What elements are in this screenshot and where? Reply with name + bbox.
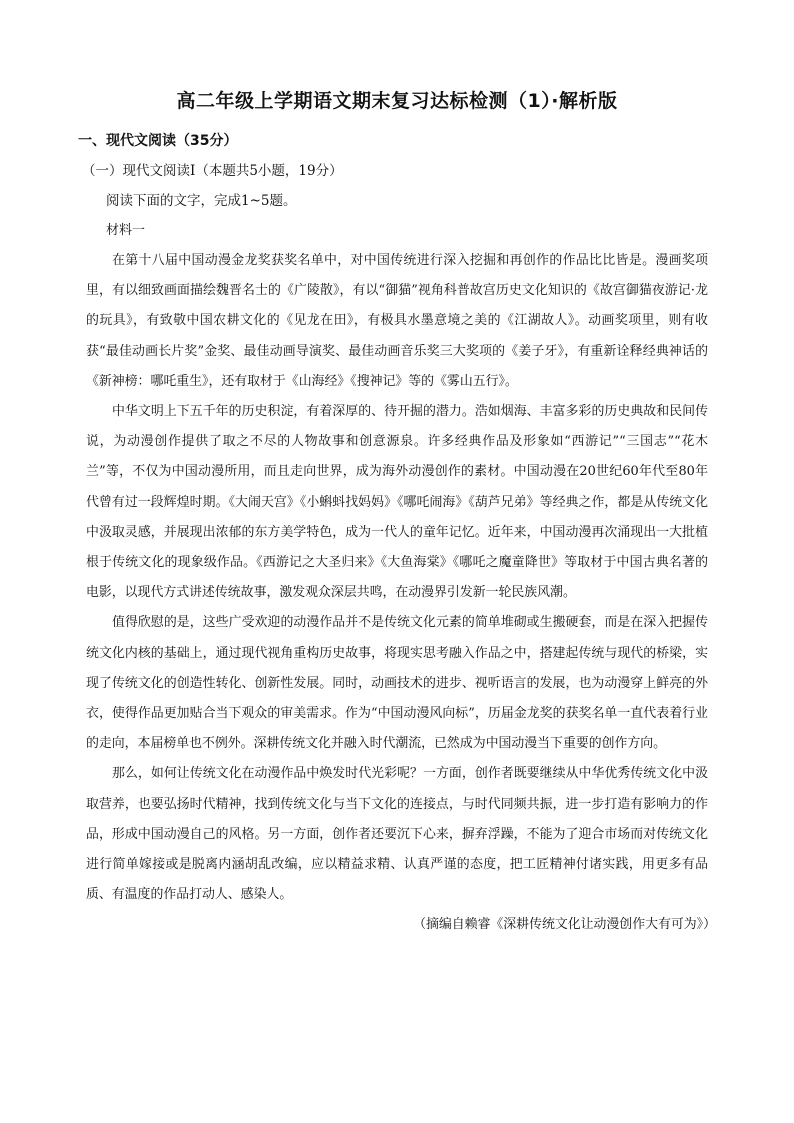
paragraph: 值得欣慰的是，这些广受欢迎的动漫作品并不是传统文化元素的简单堆砌或生搬硬套，而是在深入把握传统文化内核的基础上，通过现代视角重构历史故事，将现实思考融入作品之中，搭建起传统与现代的桥梁，实现了传统文化的创造性转化、创新性发展。同时，动画技术的进步、视听语言的发展，也为动漫穿上鲜亮的外衣，使得作品更加贴合当下观众的审美需求。作为“中国动漫风向标”，历届金龙奖的获奖名单一直代表着行业的走向，本届榜单也不例外。深耕传统文化并融入时代潮流，已然成为中国动漫当下重要的创作方向。: [86, 615, 708, 752]
page-title: 高二年级上学期语文期末复习达标检测（1）·解析版: [176, 90, 618, 112]
subsection-heading: （一）现代文阅读Ⅰ（本题共5小题，19分）: [82, 163, 343, 179]
paragraph: 那么，如何让传统文化在动漫作品中焕发时代光彩呢？一方面，创作者既要继续从中华优秀传统文化中汲取营养，也要弘扬时代精神，找到传统文化与当下文化的连接点，与时代同频共振，进一步打造有影响力的作品，形成中国动漫自己的风格。另一方面，创作者还要沉下心来，摒弃浮躁，不能为了迎合市场而对传统文化进行简单嫁接或是脱离内涵胡乱改编，应以精益求精、认真严谨的态度，把工匠精神付诸实践，用更多有品质、有温度的作品打动人、感染人。: [86, 766, 708, 903]
paragraph: 中华文明上下五千年的历史积淀，有着深厚的、待开掘的潜力。浩如烟海、丰富多彩的历史典故和民间传说，为动漫创作提供了取之不尽的人物故事和创意源泉。许多经典作品及形象如“西游记”“三国志”“花木兰”等，不仅为中国动漫所用，而且走向世界，成为海外动漫创作的素材。中国动漫在20世纪60年代至80年代曾有过一段辉煌时期。《大闹天宫》《小蝌蚪找妈妈》《哪吒闹海》《葫芦兄弟》等经典之作，都是从传统文化中汲取灵感，并展现出浓郁的东方美学特色，成为一代人的童年记忆。近年来，中国动漫再次涌现出一大批植根于传统文化的现象级作品。《西游记之大圣归来》《大鱼海棠》《哪吒之魔童降世》等取材于中国古典名著的电影，以现代方式讲述传统故事，激发观众深层共鸣，在动漫界引发新一轮民族风潮。: [86, 404, 708, 601]
material-label: 材料一: [106, 223, 146, 238]
paragraph: 在第十八届中国动漫金龙奖获奖名单中，对中国传统进行深入挖掘和再创作的作品比比皆是。漫画奖项里，有以细致画面描绘魏晋名士的《广陵散》，有以“御猫”视角科普故宫历史文化知识的《故宫御猫夜游记·龙的玩具》，有致敬中国农耕文化的《见龙在田》，有极具水墨意境之美的《江湖故人》。动画奖项里，则有收获“最佳动画长片奖”金奖、最佳动画导演奖、最佳动画音乐奖三大奖项的《姜子牙》，有重新诠释经典神话的《新神榜：哪吒重生》，还有取材于《山海经》《搜神记》等的《雾山五行》。: [86, 253, 708, 389]
instruction-text: 阅读下面的文字，完成1~5题。: [106, 193, 297, 209]
source-citation: （摘编自赖睿《深耕传统文化让动漫创作大有可为》）: [413, 917, 716, 933]
section-heading: 一、现代文阅读（35分）: [78, 133, 238, 149]
